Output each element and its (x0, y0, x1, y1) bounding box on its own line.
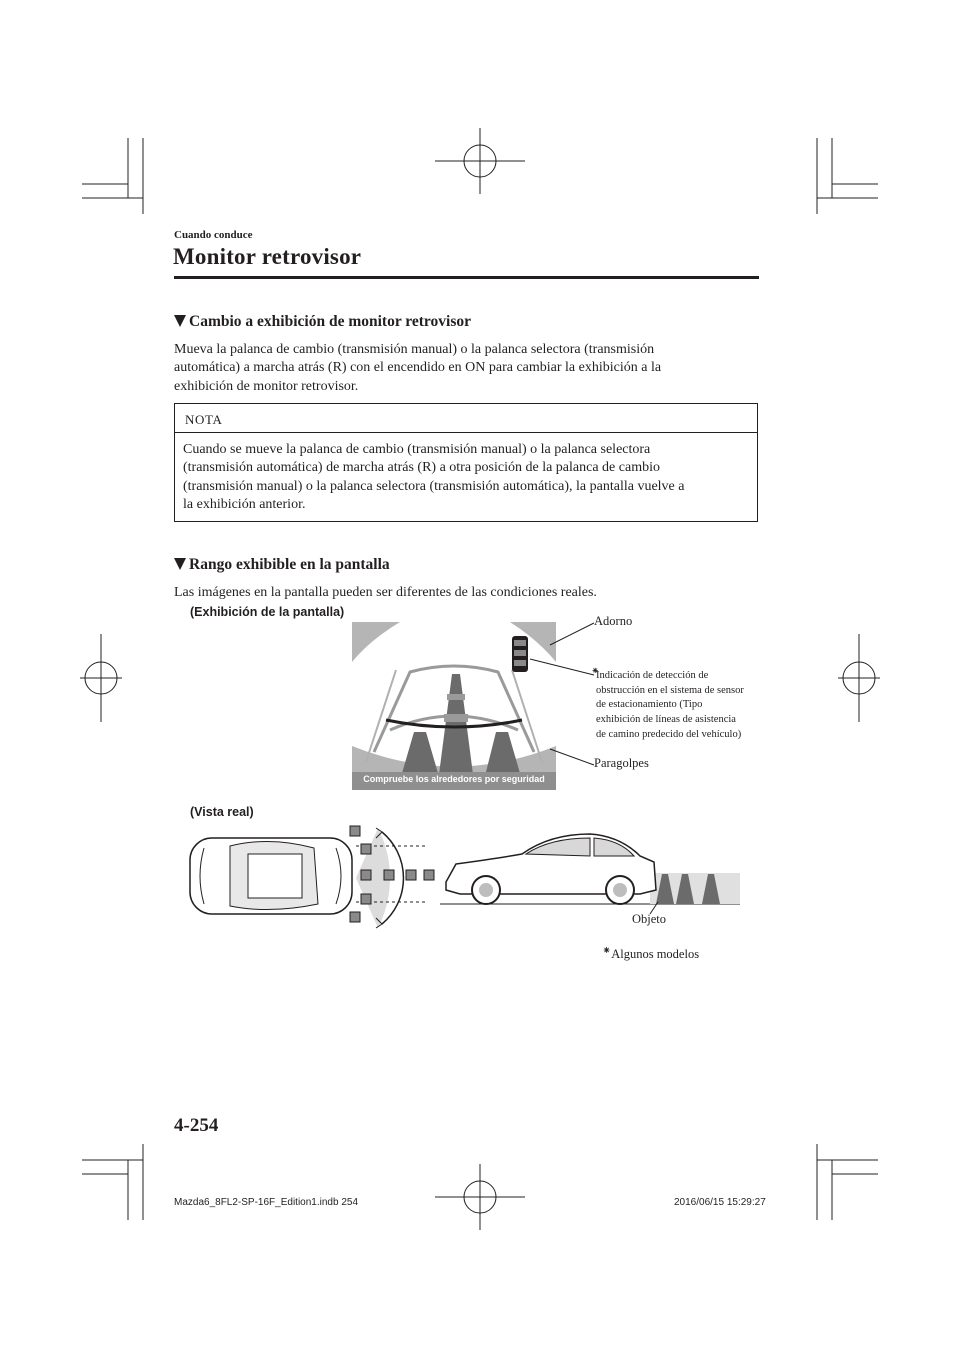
paragraph-line: Mueva la palanca de cambio (transmisión manual) o la palanca selectora (transmisión (174, 342, 655, 357)
note-box (174, 403, 758, 522)
callout-leaders (520, 615, 600, 775)
triangle-bullet-icon (174, 315, 186, 327)
note-label: NOTA (175, 404, 757, 433)
car-side-view-illustration (440, 828, 740, 918)
note-line: (transmisión manual) o la palanca selectora (transmisión automática), la pantalla vuelve a (183, 478, 685, 494)
registration-top (435, 128, 525, 194)
callout-line: exhibición de líneas de asistencia (596, 714, 736, 726)
registration-left (80, 634, 122, 722)
footnote-some-models (602, 944, 699, 962)
section-heading-text: Cambio a exhibición de monitor retrovisor (189, 313, 472, 330)
triangle-bullet-icon (174, 558, 186, 570)
page-title: Monitor retrovisor (173, 244, 362, 269)
section1-paragraph (174, 341, 759, 396)
footer-file: Mazda6_8FL2-SP-16F_Edition1.indb 254 (174, 1197, 359, 1208)
callout-indicacion (591, 666, 744, 743)
callout-adorno: Adorno (594, 614, 633, 628)
section2-paragraph: Las imágenes en la pantalla pueden ser diferentes de las condiciones reales. (174, 585, 597, 600)
note-line: la exhibición anterior. (183, 496, 306, 512)
asterisk-icon: ⁕ (602, 945, 612, 957)
screen-display-label: (Exhibición de la pantalla) (190, 605, 345, 619)
callout-paragolpes: Paragolpes (594, 756, 649, 770)
callout-line: Indicación de detección de (596, 670, 709, 681)
registration-right (838, 634, 880, 722)
section-heading-text: Rango exhibible en la pantalla (189, 556, 390, 573)
callout-line: obstrucción en el sistema de sensor (596, 684, 744, 696)
asterisk-icon: ⁕ (591, 666, 600, 677)
paragraph-line: automática) a marcha atrás (R) con el encendido en ON para cambiar la exhibición a la (174, 360, 662, 376)
section-label: Cuando conduce (174, 229, 253, 241)
note-line: (transmisión automática) de marcha atrás (R) a otra posición de la palanca de cambio (183, 460, 660, 476)
car-top-view-illustration (186, 818, 436, 938)
callout-line: de estacionamiento (Tipo (596, 699, 703, 711)
section-heading-rango (174, 556, 390, 574)
note-text (183, 441, 753, 514)
page-number: 4-254 (174, 1115, 219, 1136)
real-view-label: (Vista real) (190, 805, 254, 819)
section-heading-cambio (174, 313, 471, 331)
registration-bottom (435, 1164, 525, 1230)
paragraph-line: exhibición de monitor retrovisor. (174, 378, 359, 394)
callout-objeto: Objeto (632, 912, 667, 926)
callout-line: de camino predecido del vehículo) (596, 728, 742, 740)
footnote-text: Algunos modelos (611, 947, 700, 961)
title-rule (174, 276, 759, 279)
screen-banner: Compruebe los alrededores por seguridad (363, 774, 545, 784)
footer-timestamp: 2016/06/15 15:29:27 (674, 1197, 766, 1208)
note-line: Cuando se mueve la palanca de cambio (transmisión manual) o la palanca selectora (183, 442, 651, 457)
